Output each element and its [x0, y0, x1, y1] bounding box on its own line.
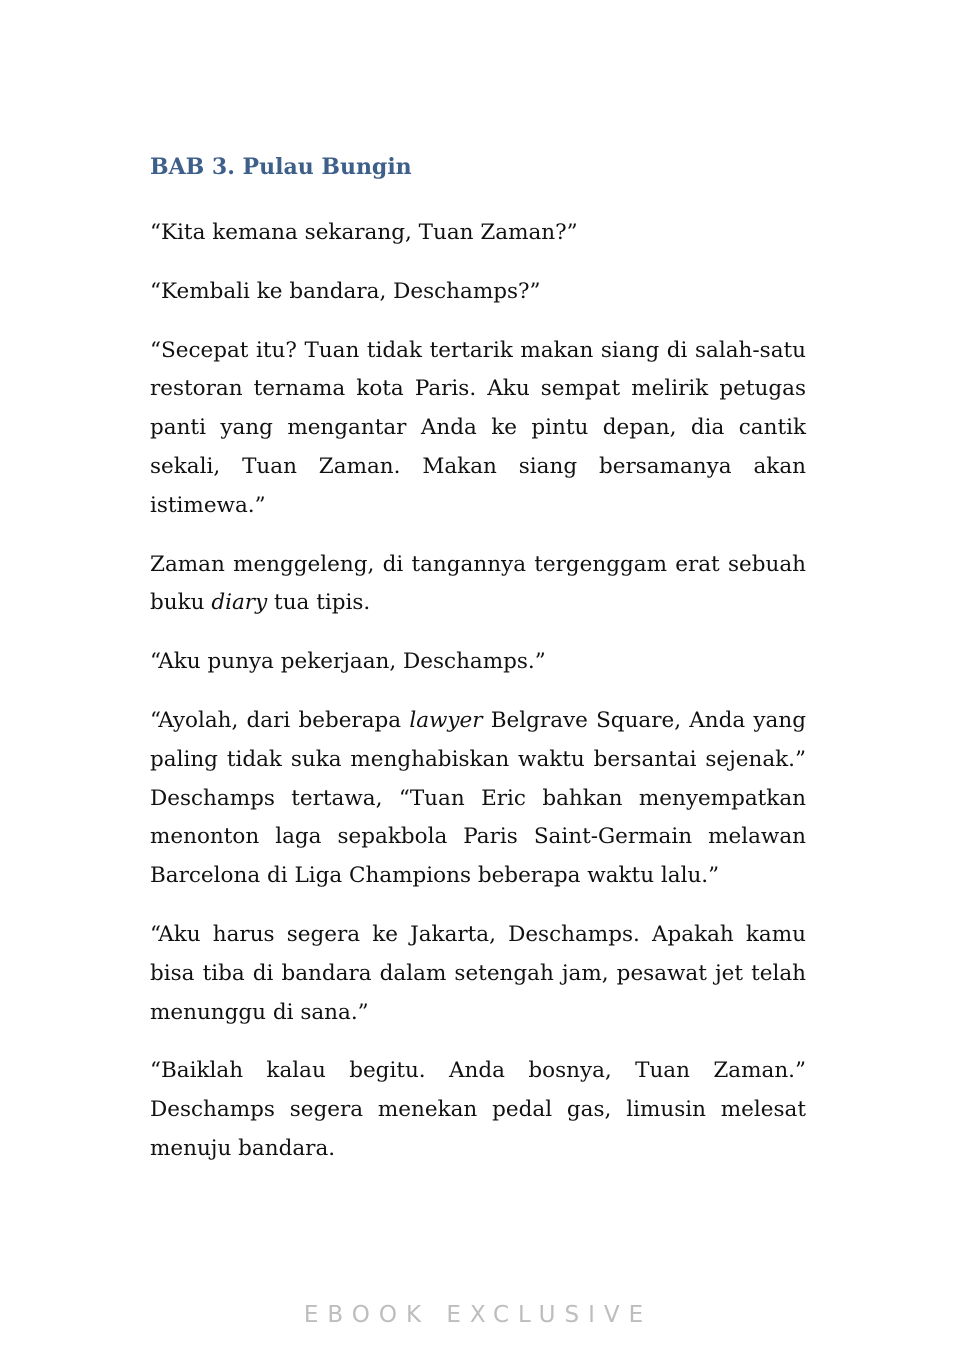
page-content: [150, 150, 806, 1189]
paragraph-3: “Secepat itu? Tuan tidak tertarik makan siang di salah-satu restoran ternama kota Paris. Aku sempat melirik petugas panti yang mengantar Anda ke pintu depan, dia cantik sekali, Tuan Zaman. Makan siang bersamanya akan istimewa.”: [150, 337, 806, 518]
paragraph-8: “Baiklah kalau begitu. Anda bosnya, Tuan Zaman.” Deschamps segera menekan pedal gas, limusin melesat menuju bandara.: [150, 1058, 806, 1161]
paragraph-2: “Kembali ke bandara, Deschamps?”: [150, 278, 541, 304]
paragraph-6-text-before: “Ayolah, dari beberapa: [150, 707, 410, 733]
paragraph-6-text-after: Belgrave Square, Anda yang paling tidak suka menghabiskan waktu bersantai sejenak.” Deschamps tertawa, “Tuan Eric bahkan menyempatkan menonton laga sepakbola Paris Saint-Germain melawan Barcelona di Liga Champions beberapa waktu lalu.”: [150, 707, 806, 889]
footer-watermark: EBOOK EXCLUSIVE: [303, 1302, 653, 1328]
paragraph-4-italic: diary: [211, 590, 268, 616]
paragraph-6-italic: lawyer: [409, 707, 483, 733]
paragraph-4-text-before: Zaman menggeleng, di tangannya tergenggam erat sebuah buku: [150, 551, 806, 616]
chapter-title: BAB 3. Pulau Bungin: [150, 154, 412, 180]
paragraph-1: “Kita kemana sekarang, Tuan Zaman?”: [150, 220, 578, 245]
paragraph-5: “Aku punya pekerjaan, Deschamps.”: [150, 649, 546, 675]
paragraph-6: [150, 702, 806, 896]
paragraph-7: “Aku harus segera ke Jakarta, Deschamps. Apakah kamu bisa tiba di bandara dalam setengah jam, pesawat jet telah menunggu di sana.”: [150, 921, 806, 1025]
paragraph-4: [150, 546, 806, 624]
paragraph-4-text-after: tua tipis.: [267, 590, 371, 616]
